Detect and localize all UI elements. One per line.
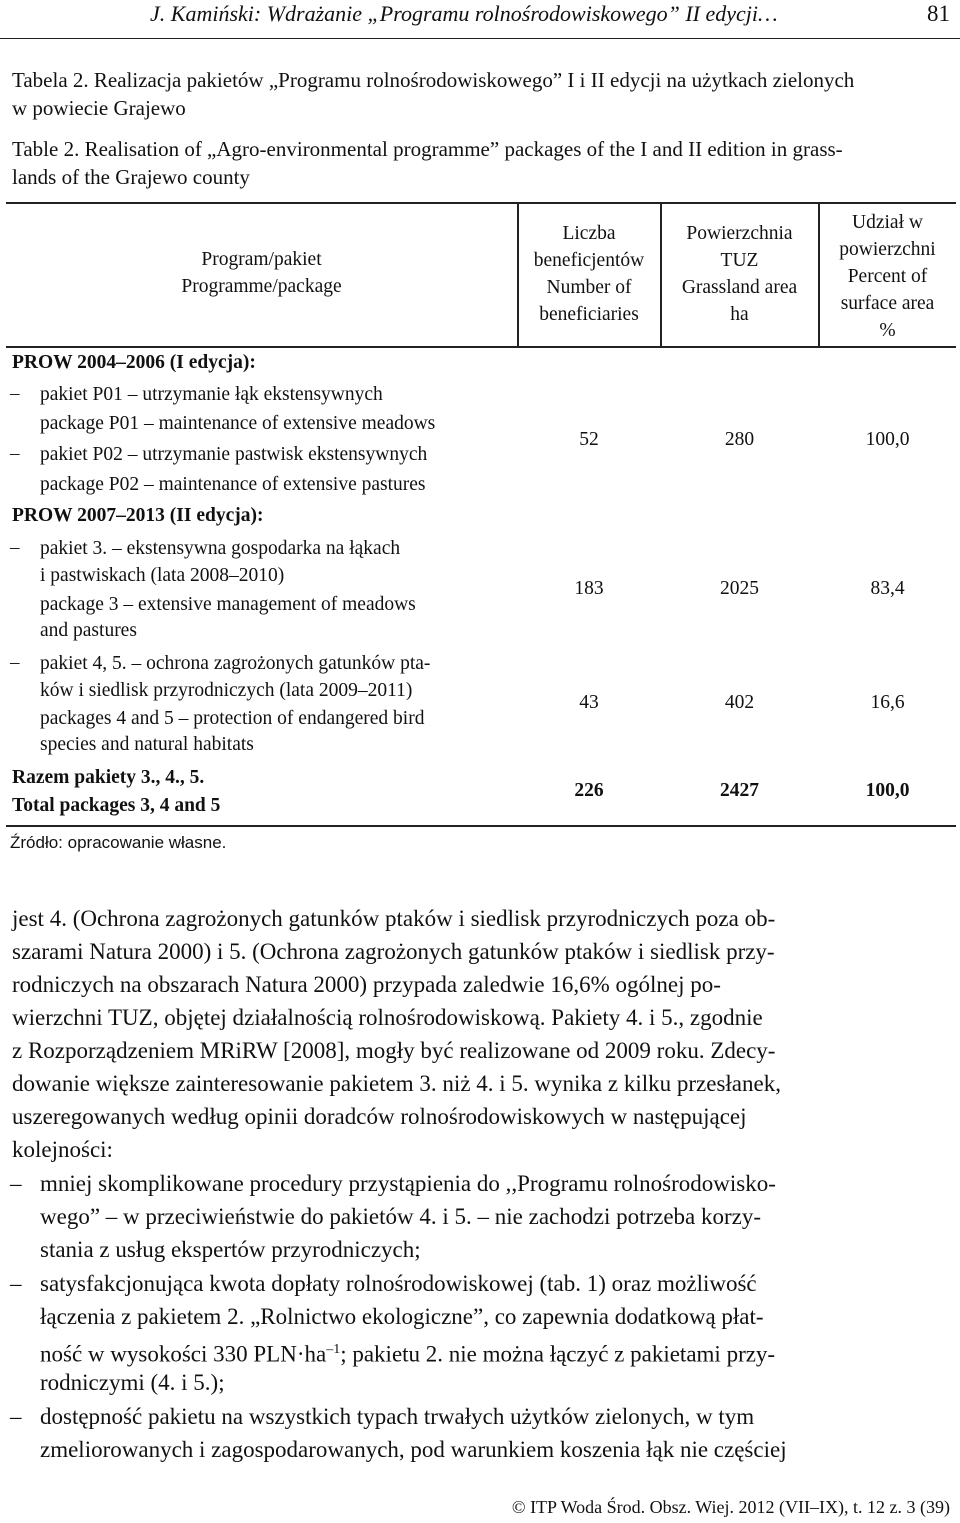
unit-exponent: –1 [326,1342,341,1357]
bullet-line: rodniczymi (4. i 5.); [40,1370,225,1395]
header-share-line2: powierzchni [839,239,936,260]
row-text: packages 4 and 5 – protection of endangered bird [40,708,425,729]
body-line: wierzchni TUZ, objętej działalnością rolnośrodowiskową. Pakiety 4. i 5., zgodnie [12,1005,763,1030]
bullet-dash: – [10,1271,22,1296]
journal-footer: © ITP Woda Środ. Obsz. Wiej. 2012 (VII–IX), t. 12 z. 3 (39) [511,1497,950,1517]
bullet-dash: – [10,1171,22,1196]
caption-en-line1: Table 2. Realisation of „Agro-environmental programme” packages of the I and II edition in grass- [12,137,843,161]
cell-share: 16,6 [870,692,905,713]
bullet-line: łączenia z pakietem 2. „Rolnictwo ekologiczne”, co zapewnia dodatkową płat- [40,1304,764,1329]
bullet-dash: – [10,1404,22,1429]
body-line: uszeregowanych według opinii doradców rolnośrodowiskowych w następującej [12,1104,747,1129]
header-ben-line1: Liczba [562,223,616,244]
body-line: szarami Natura 2000) i 5. (Ochrona zagrożonych gatunków ptaków i siedlisk przy- [12,939,775,964]
header-ben-line2: beneficjentów [533,250,645,271]
header-area [661,220,818,328]
section-heading-prow-2007: PROW 2007–2013 (II edycja): [12,505,264,526]
cell-share: 100,0 [865,780,910,801]
header-area-line1: Powierzchnia [686,223,793,244]
row-text: pakiet 4, 5. – ochrona zagrożonych gatunków pta- [40,653,431,674]
header-share-line5: % [879,320,896,341]
body-line: jest 4. (Ochrona zagrożonych gatunków ptaków i siedlisk przyrodniczych poza ob- [12,906,776,931]
total-label-pl: Razem pakiety 3., 4., 5. [12,767,205,788]
caption-pl-line1: Tabela 2. Realizacja pakietów „Programu rolnośrodowiskowego” I i II edycji na użytkach zielonych [12,68,855,92]
bullet-text: ; pakietu 2. nie można łączyć z pakietami przy- [340,1341,776,1367]
bullet-line: mniej skomplikowane procedury przystąpienia do ,,Programu rolnośrodowisko- [40,1171,776,1196]
row-text: species and natural habitats [40,734,254,755]
row-dash: – [10,383,20,404]
row-text: ków i siedlisk przyrodniczych (lata 2009–2011) [40,680,413,701]
row-text: pakiet P01 – utrzymanie łąk ekstensywnych [40,384,383,405]
bullet-text: ność w wysokości 330 PLN·ha [40,1341,327,1367]
table-top-rule [6,202,956,204]
row-text: pakiet P02 – utrzymanie pastwisk ekstensywnych [40,444,428,465]
running-head-title: J. Kamiński: Wdrażanie „Programu rolnośrodowiskowego” II edycji… [150,1,778,26]
header-share-line3: Percent of [847,266,928,287]
header-share-line1: Udział w [852,212,923,233]
body-line: dowanie większe zainteresowanie pakietem 3. niż 4. i 5. wynika z kilku przesłanek, [12,1071,781,1096]
header-ben-line4: beneficiaries [539,304,639,325]
table-header-rule [6,346,956,348]
cell-area: 280 [724,429,755,450]
bullet-line: dostępność pakietu na wszystkich typach trwałych użytków zielonych, w tym [40,1404,755,1429]
page-number: 81 [927,1,950,26]
header-program-en: Programme/package [181,276,342,297]
bullet-line: wego” – w przeciwieństwie do pakietów 4. i 5. – nie zachodzi potrzeba korzy- [40,1204,762,1229]
row-text: and pastures [40,620,137,641]
cell-beneficiaries: 183 [574,578,604,599]
row-dash: – [10,652,20,673]
bullet-line: stania z usług ekspertów przyrodniczych; [40,1237,421,1262]
row-text: package P02 – maintenance of extensive pastures [40,474,426,495]
caption-pl-line2: w powiecie Grajewo [12,96,186,120]
bullet-line: satysfakcjonująca kwota dopłaty rolnośrodowiskowej (tab. 1) oraz możliwość [40,1271,757,1296]
cell-share: 100,0 [865,429,910,450]
cell-area: 2025 [720,578,759,599]
header-area-line3: Grassland area [681,277,798,298]
header-share-line4: surface area [840,293,935,314]
bullet-line: zmeliorowanych i zagospodarowanych, pod warunkiem koszenia łąk nie częściej [40,1437,787,1462]
bullet-line [40,1333,775,1371]
row-text: package P01 – maintenance of extensive meadows [40,413,436,434]
table-source-note: Źródło: opracowanie własne. [10,833,227,852]
table-bottom-rule [6,825,956,827]
row-dash: – [10,443,20,464]
cell-share: 83,4 [870,578,905,599]
header-beneficiaries [518,220,660,328]
header-share [819,209,956,344]
cell-beneficiaries: 52 [579,429,599,450]
header-program [6,246,517,300]
running-head [0,0,960,39]
caption-en-line2: lands of the Grajewo county [12,165,250,189]
header-area-line4: ha [730,304,749,325]
cell-beneficiaries: 226 [574,780,604,801]
header-ben-line3: Number of [546,277,632,298]
cell-beneficiaries: 43 [579,692,599,713]
header-area-line2: TUZ [720,250,759,271]
section-heading-prow-2004: PROW 2004–2006 (I edycja): [12,352,256,373]
row-text: pakiet 3. – ekstensywna gospodarka na łąkach [40,538,401,559]
cell-area: 2427 [720,780,759,801]
body-line: rodniczych na obszarach Natura 2000) przypada zaledwie 16,6% ogólnej po- [12,972,721,997]
header-program-pl: Program/pakiet [201,249,322,270]
cell-area: 402 [724,692,755,713]
body-line: z Rozporządzeniem MRiRW [2008], mogły być realizowane od 2009 roku. Zdecy- [12,1038,776,1063]
body-line: kolejności: [12,1137,113,1162]
row-text: package 3 – extensive management of meadows [40,594,416,615]
total-label-en: Total packages 3, 4 and 5 [12,795,221,816]
row-text: i pastwiskach (lata 2008–2010) [40,565,285,586]
row-dash: – [10,537,20,558]
